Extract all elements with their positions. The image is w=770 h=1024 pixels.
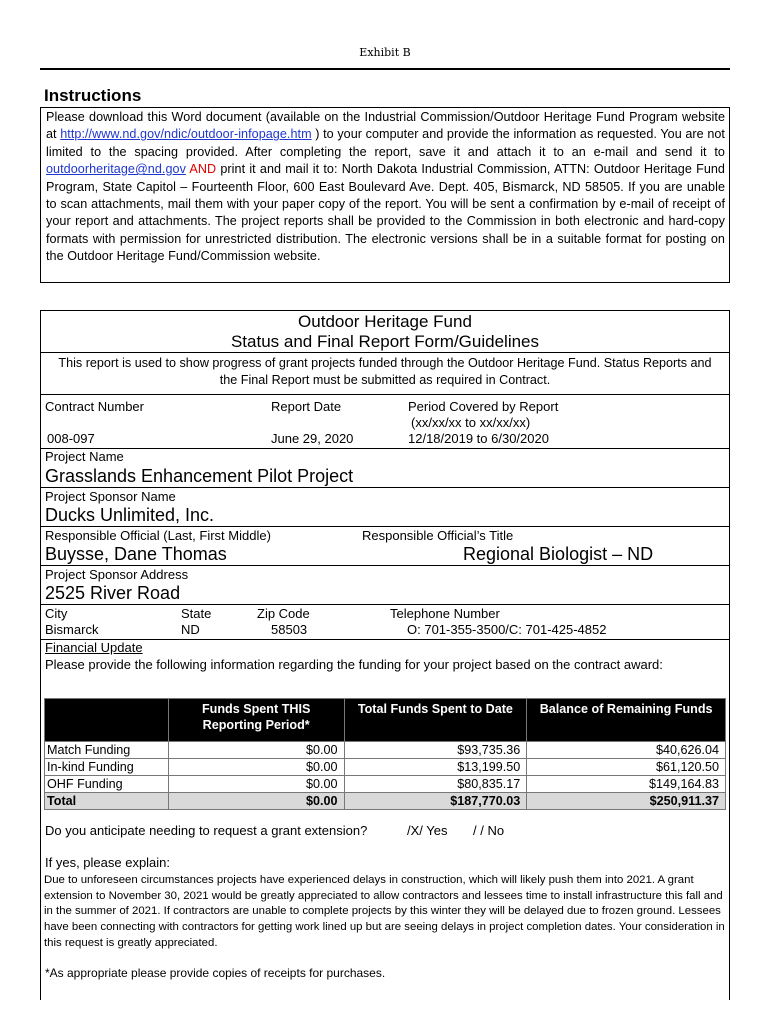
row-divider xyxy=(40,487,730,488)
period-cell: $0.00 xyxy=(168,776,344,793)
period-value: 12/18/2019 to 6/30/2020 xyxy=(408,431,549,446)
address-label: Project Sponsor Address xyxy=(45,567,189,582)
project-name-value: Grasslands Enhancement Pilot Project xyxy=(45,466,354,486)
row-divider xyxy=(40,526,730,527)
period-cell: $0.00 xyxy=(168,759,344,776)
state-label: State xyxy=(181,606,212,621)
phone-label: Telephone Number xyxy=(390,606,500,621)
sponsor-name-label: Project Sponsor Name xyxy=(45,489,176,504)
funds-header-total: Total Funds Spent to Date xyxy=(344,699,527,742)
period-format-hint: (xx/xx/xx to xx/xx/xx) xyxy=(411,415,531,430)
row-divider xyxy=(40,448,730,449)
state-value: ND xyxy=(181,622,200,637)
form-description: This report is used to show progress of grant projects funded through the Outdoor Heritage Fund. Status Reports and the Final Report must be submitted as required in Contract. xyxy=(58,356,712,387)
extension-yes-option[interactable]: /X/ Yes xyxy=(407,823,448,838)
program-website-link[interactable]: http://www.nd.gov/ndic/outdoor-infopage.htm xyxy=(60,127,312,142)
instructions-text xyxy=(46,109,725,266)
contract-number-label: Contract Number xyxy=(45,399,144,414)
instructions-heading: Instructions xyxy=(44,86,142,105)
period-cell: $0.00 xyxy=(168,742,344,759)
city-label: City xyxy=(45,606,68,621)
financial-prompt: Please provide the following information regarding the funding for your project based on the contract award: xyxy=(45,657,663,672)
total-total-cell: $187,770.03 xyxy=(344,793,527,810)
balance-cell: $40,626.04 xyxy=(527,742,726,759)
explain-label: If yes, please explain: xyxy=(45,855,171,870)
phone-value: O: 701-355-3500/C: 701-425-4852 xyxy=(407,622,607,637)
table-row xyxy=(45,776,726,793)
balance-cell: $149,164.83 xyxy=(527,776,726,793)
extension-explanation: Due to unforeseen circumstances projects have experienced delays in construction, which will likely push them into 2021. A grant extension to November 30, 2021 would be greatly appreciated to allow contractors and lessees time to install infrastructure this fall and in the summer of 2021. If contractors are unable to complete projects by this winter they will be delayed due to frozen ground. Lessees have been connecting with contractors for getting work lined up but are seeing delays in project completion dates. Your consideration in this request is greatly appreciated. xyxy=(44,874,725,949)
report-date-label: Report Date xyxy=(271,399,342,414)
form-subtitle: Status and Final Report Form/Guidelines xyxy=(230,332,540,351)
funds-header-blank xyxy=(45,699,169,742)
receipts-footnote: *As appropriate please provide copies of receipts for purchases. xyxy=(45,966,386,980)
instructions-p2: ) to your computer and provide the information as requested. You are not limited to the spacing provided. After completing the report, save it and attach it to an e-mail and send it to xyxy=(46,127,725,159)
row-divider xyxy=(40,639,730,640)
table-row xyxy=(45,742,726,759)
zip-label: Zip Code xyxy=(257,606,310,621)
official-title-value: Regional Biologist – ND xyxy=(463,544,654,564)
total-period-cell: $0.00 xyxy=(168,793,344,810)
total-balance-cell: $250,911.37 xyxy=(527,793,726,810)
row-label: Match Funding xyxy=(45,742,169,759)
form-title: Outdoor Heritage Fund xyxy=(298,312,472,331)
instructions-p1: Please download this Word document (available on the Industrial Commission/Outdoor Heritage Fund Program website at xyxy=(46,110,725,142)
instructions-p3: print it and mail it to: North Dakota Industrial Commission, ATTN: Outdoor Heritage Fund Program, State Capitol – Fourteenth Floor, 600 East Boulevard Ave. Dept. 405, Bismarck, ND 58505. If you are unable to scan attachments, mail them with your paper copy of the report. You will be sent a confirmation by e-mail of receipt of your report and attachments. The project reports shall be provided to the Commission in both electronic and hard-copy formats with permission for unrestricted distribution. The electronic versions shall be in a suitable format for posting on the Outdoor Heritage Fund/Commission website. xyxy=(46,162,725,264)
project-name-label: Project Name xyxy=(45,449,124,464)
zip-value: 58503 xyxy=(271,622,308,637)
total-cell: $93,735.36 xyxy=(344,742,527,759)
row-label: In-kind Funding xyxy=(45,759,169,776)
funds-header-balance: Balance of Remaining Funds xyxy=(527,699,726,742)
table-row xyxy=(45,759,726,776)
funds-table xyxy=(44,698,726,810)
balance-cell: $61,120.50 xyxy=(527,759,726,776)
address-value: 2525 River Road xyxy=(45,583,181,603)
description-divider xyxy=(40,394,730,395)
row-divider xyxy=(40,604,730,605)
extension-question: Do you anticipate needing to request a grant extension? xyxy=(45,823,368,838)
total-cell: $13,199.50 xyxy=(344,759,527,776)
extension-no-option[interactable]: / / No xyxy=(473,823,505,838)
total-row xyxy=(45,793,726,810)
row-label: OHF Funding xyxy=(45,776,169,793)
contract-number-value: 008-097 xyxy=(47,431,95,446)
period-label: Period Covered by Report xyxy=(408,399,559,414)
official-label: Responsible Official (Last, First Middle) xyxy=(45,528,271,543)
total-cell: $80,835.17 xyxy=(344,776,527,793)
official-value: Buysse, Dane Thomas xyxy=(45,544,227,564)
city-value: Bismarck xyxy=(45,622,99,637)
official-title-label: Responsible Official’s Title xyxy=(362,528,514,543)
row-divider xyxy=(40,565,730,566)
total-label: Total xyxy=(45,793,169,810)
exhibit-label: Exhibit B xyxy=(359,46,411,59)
financial-update-heading: Financial Update xyxy=(45,640,143,655)
header-rule xyxy=(40,68,730,70)
report-date-value: June 29, 2020 xyxy=(271,431,354,446)
funds-table-header xyxy=(45,699,726,742)
email-link[interactable]: outdoorheritage@nd.gov xyxy=(46,162,186,177)
funds-header-period: Funds Spent THIS Reporting Period* xyxy=(168,699,344,742)
and-emphasis: AND xyxy=(189,162,217,177)
sponsor-name-value: Ducks Unlimited, Inc. xyxy=(45,505,215,525)
title-divider xyxy=(40,352,730,353)
